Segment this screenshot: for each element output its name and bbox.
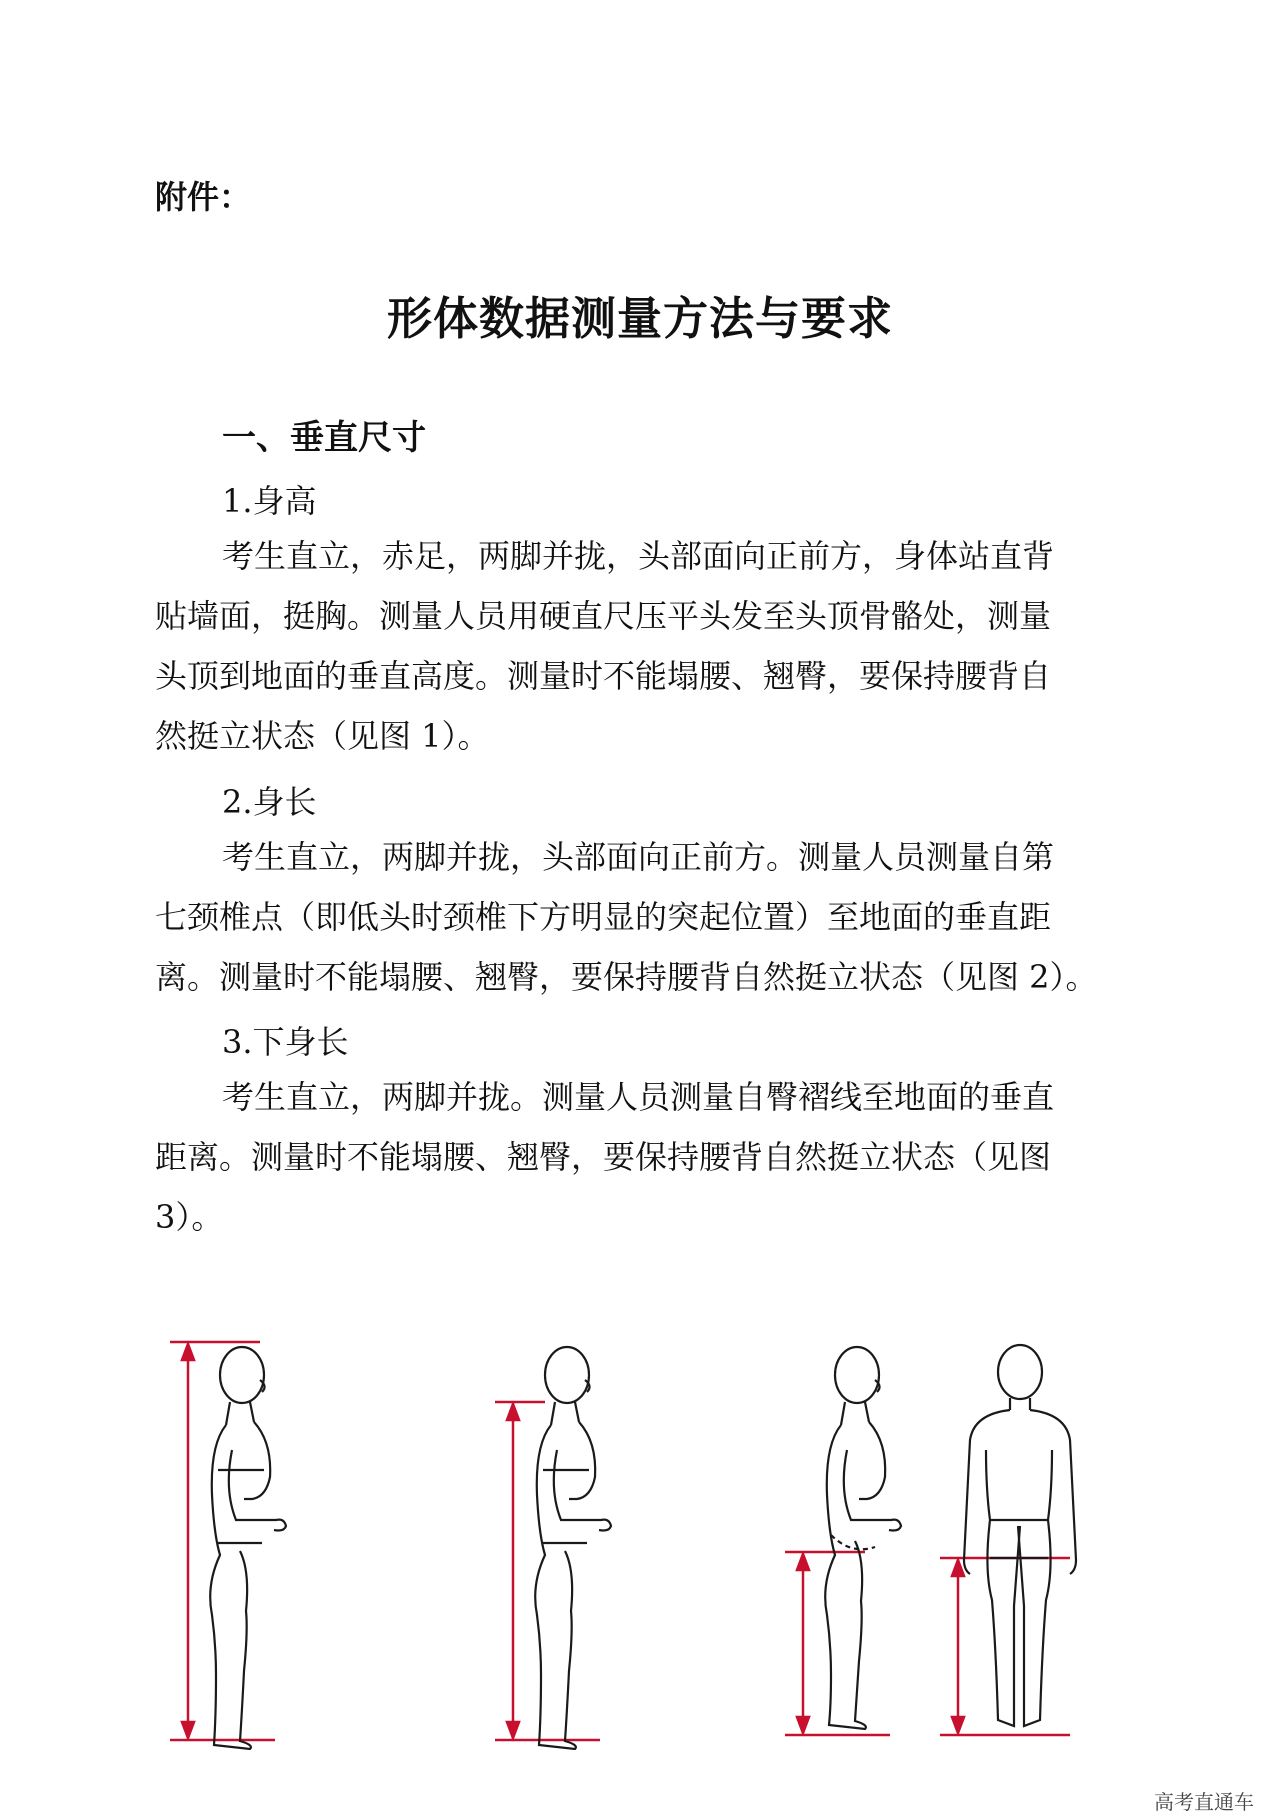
figure-2-body-length — [485, 1330, 665, 1750]
text-line: 考生直立，两脚并拢，头部面向正前方。测量人员测量自第 — [222, 838, 1055, 876]
body-outline — [210, 1347, 286, 1749]
text-line: 七颈椎点（即低头时颈椎下方明显的突起位置）至地面的垂直距 — [155, 898, 1052, 936]
figure-1-height — [160, 1330, 340, 1750]
text-line: 3）。 — [155, 1198, 224, 1236]
item-heading-body-length: 2.身长 — [222, 783, 317, 821]
text-line: 头顶到地面的垂直高度。测量时不能塌腰、翘臀，要保持腰背自 — [155, 657, 1052, 695]
measure-line — [495, 1402, 600, 1740]
figure-3-lower-body-side — [775, 1330, 955, 1750]
body-outline — [535, 1347, 611, 1749]
item-heading-height: 1.身高 — [222, 482, 317, 520]
text-line: 离。测量时不能塌腰、翘臀，要保持腰背自然挺立状态（见图 2）。 — [155, 958, 1098, 996]
body-outline — [825, 1347, 901, 1729]
text-line: 贴墙面，挺胸。测量人员用硬直尺压平头发至头顶骨骼处，测量 — [155, 597, 1052, 635]
watermark: 高考直通车 — [1154, 1790, 1254, 1814]
text-line: 距离。测量时不能塌腰、翘臀，要保持腰背自然挺立状态（见图 — [155, 1138, 1052, 1176]
text-line: 考生直立，赤足，两脚并拢，头部面向正前方，身体站直背 — [222, 537, 1055, 575]
paragraph-body-length — [155, 827, 1125, 1007]
text-line: 然挺立状态（见图 1）。 — [155, 717, 490, 755]
body-outline — [964, 1345, 1076, 1726]
paragraph-height — [155, 526, 1125, 766]
attachment-label: 附件： — [155, 178, 252, 216]
text-line: 考生直立，两脚并拢。测量人员测量自臀褶线至地面的垂直 — [222, 1078, 1055, 1116]
item-heading-lower-body: 3.下身长 — [222, 1023, 349, 1061]
paragraph-lower-body — [155, 1067, 1125, 1247]
page-title: 形体数据测量方法与要求 — [386, 292, 893, 345]
measure-line — [785, 1552, 890, 1735]
measure-line — [940, 1558, 1070, 1735]
figure-3-lower-body-back — [930, 1330, 1100, 1750]
section-heading-vertical: 一、垂直尺寸 — [222, 418, 426, 458]
measure-line — [170, 1342, 275, 1740]
